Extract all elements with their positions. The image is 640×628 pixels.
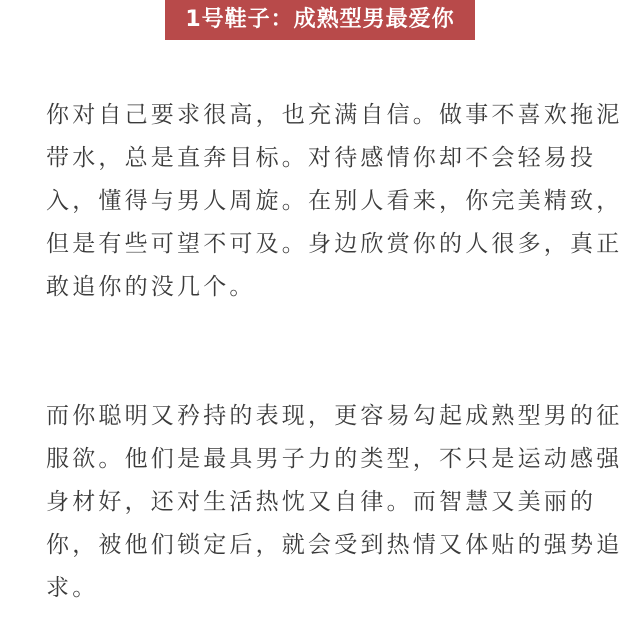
paragraph-1 [46,94,623,309]
text-line: 带水，总是直奔目标。对待感情你却不会轻易投 [46,145,597,171]
text-line: 敢追你的没几个。 [46,274,256,300]
text-line: 身材好，还对生活热忱又自律。而智慧又美丽的 [46,489,597,515]
text-line: 服欲。他们是最具男子力的类型，不只是运动感强 [46,446,623,472]
paragraph-2 [46,395,623,610]
text-line: 而你聪明又矜持的表现，更容易勾起成熟型男的征 [46,403,623,429]
title-banner [165,0,474,40]
page-title: 1号鞋子：成熟型男最爱你 [185,7,455,32]
header [0,0,640,40]
text-line: 但是有些可望不可及。身边欣赏你的人很多，真正 [46,231,623,257]
text-line: 你对自己要求很高，也充满自信。做事不喜欢拖泥 [46,102,623,128]
text-line: 你，被他们锁定后，就会受到热情又体贴的强势追 [46,532,623,558]
text-line: 求。 [46,575,99,601]
text-line: 入，懂得与男人周旋。在别人看来，你完美精致， [46,188,623,214]
